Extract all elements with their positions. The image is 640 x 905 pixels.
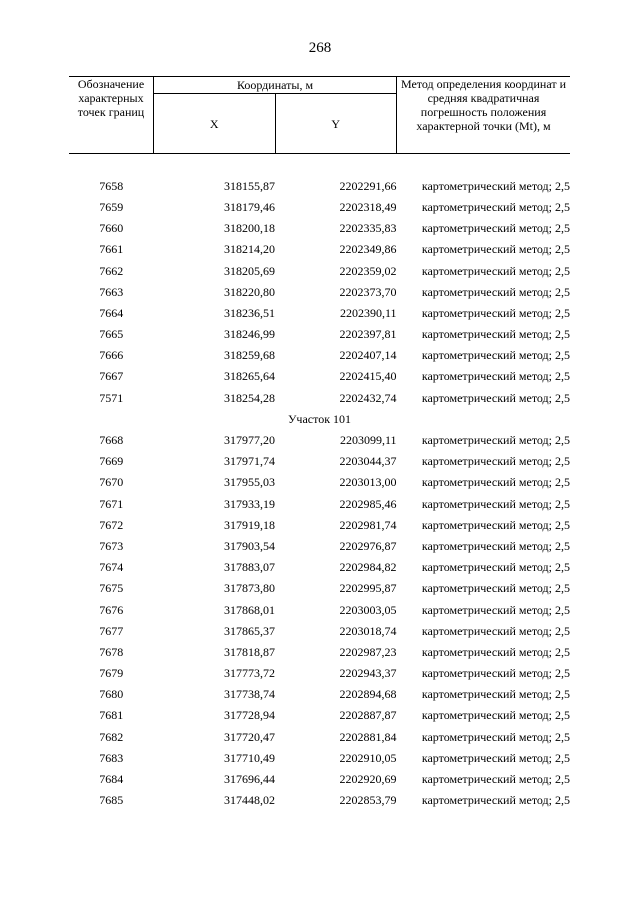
table-row: [69, 790, 570, 811]
cell-x-coordinate: 318205,69: [224, 263, 275, 278]
cell-method: картометрический метод; 2,5: [421, 369, 570, 384]
header-spacer: [69, 154, 570, 176]
cell-x-coordinate: 317696,44: [224, 772, 275, 787]
cell-method: картометрический метод; 2,5: [421, 178, 570, 193]
cell-method: картометрический метод; 2,5: [421, 666, 570, 681]
cell-y-coordinate: 2202407,14: [339, 348, 397, 363]
cell-method: картометрический метод; 2,5: [421, 602, 570, 617]
cell-point-number: 7680: [99, 687, 124, 702]
cell-point-number: 7662: [99, 263, 124, 278]
cell-method: картометрический метод; 2,5: [421, 284, 570, 299]
table-row: [69, 557, 570, 578]
header-method-label: Метод определения координат и средняя квадратичная погрешность положения характерной точки (Mt), м: [397, 77, 571, 154]
cell-method: картометрический метод; 2,5: [421, 538, 570, 553]
cell-point-number: 7670: [99, 475, 124, 490]
cell-x-coordinate: 318236,51: [224, 305, 275, 320]
table-row: [69, 175, 570, 196]
cell-x-coordinate: 317818,87: [224, 644, 275, 659]
cell-method: картометрический метод; 2,5: [421, 263, 570, 278]
cell-point-number: 7666: [99, 348, 124, 363]
cell-point-number: 7659: [99, 199, 124, 214]
cell-method: картометрический метод; 2,5: [421, 221, 570, 236]
cell-y-coordinate: 2202335,83: [339, 221, 397, 236]
table-row: [69, 218, 570, 239]
table-row: [69, 387, 570, 408]
cell-method: картометрический метод; 2,5: [421, 475, 570, 490]
table-row: [69, 451, 570, 472]
cell-y-coordinate: 2202943,37: [339, 666, 397, 681]
cell-point-number: 7677: [99, 623, 124, 638]
table-row: [69, 663, 570, 684]
table-row: [69, 578, 570, 599]
table-row: [69, 324, 570, 345]
cell-x-coordinate: 318265,64: [224, 369, 275, 384]
page-number: 268: [308, 40, 332, 56]
cell-y-coordinate: 2202359,02: [339, 263, 397, 278]
cell-method: картометрический метод; 2,5: [421, 454, 570, 469]
cell-y-coordinate: 2202981,74: [339, 517, 397, 532]
table-row: [69, 768, 570, 789]
cell-point-number: 7671: [99, 496, 124, 511]
cell-point-number: 7669: [99, 454, 124, 469]
cell-method: картометрический метод; 2,5: [421, 242, 570, 257]
cell-x-coordinate: 317868,01: [224, 602, 275, 617]
cell-point-number: 7664: [99, 305, 124, 320]
cell-x-coordinate: 317448,02: [224, 793, 275, 808]
cell-x-coordinate: 317955,03: [224, 475, 275, 490]
cell-y-coordinate: 2202853,79: [339, 793, 397, 808]
cell-method: картометрический метод; 2,5: [421, 348, 570, 363]
cell-y-coordinate: 2202390,11: [339, 305, 397, 320]
cell-x-coordinate: 318155,87: [224, 178, 275, 193]
table-row: [69, 684, 570, 705]
cell-y-coordinate: 2202349,86: [339, 242, 397, 257]
cell-y-coordinate: 2203003,05: [339, 602, 397, 617]
cell-point-number: 7660: [99, 221, 124, 236]
table-row: [69, 535, 570, 556]
cell-y-coordinate: 2202291,66: [339, 178, 397, 193]
cell-y-coordinate: 2203099,11: [339, 433, 397, 448]
cell-point-number: 7672: [99, 517, 124, 532]
table-row: [69, 281, 570, 302]
cell-y-coordinate: 2202976,87: [339, 538, 397, 553]
cell-x-coordinate: 317865,37: [224, 623, 275, 638]
table-row: [69, 641, 570, 662]
cell-x-coordinate: 318179,46: [224, 199, 275, 214]
table-row: [69, 747, 570, 768]
table-row: [69, 239, 570, 260]
cell-method: картометрический метод; 2,5: [421, 793, 570, 808]
cell-x-coordinate: 317933,19: [224, 496, 275, 511]
cell-y-coordinate: 2202415,40: [339, 369, 397, 384]
cell-x-coordinate: 317773,72: [224, 666, 275, 681]
header-row-top: [69, 77, 570, 94]
table-row: [69, 726, 570, 747]
cell-y-coordinate: 2202881,84: [339, 729, 397, 744]
section-title: Участок 101: [287, 411, 352, 426]
cell-y-coordinate: 2202894,68: [339, 687, 397, 702]
header-x-label: X: [154, 94, 276, 154]
cell-x-coordinate: 317977,20: [224, 433, 275, 448]
cell-method: картометрический метод; 2,5: [421, 327, 570, 342]
cell-method: картометрический метод; 2,5: [421, 729, 570, 744]
table-row: [69, 705, 570, 726]
cell-x-coordinate: 318214,20: [224, 242, 275, 257]
header-y-label: Y: [275, 94, 397, 154]
table-row: [69, 514, 570, 535]
table-row: [69, 493, 570, 514]
cell-x-coordinate: 317919,18: [224, 517, 275, 532]
cell-point-number: 7685: [99, 793, 124, 808]
cell-y-coordinate: 2202995,87: [339, 581, 397, 596]
table-row: [69, 302, 570, 323]
cell-y-coordinate: 2202985,46: [339, 496, 397, 511]
cell-y-coordinate: 2203018,74: [339, 623, 397, 638]
cell-point-number: 7674: [99, 560, 124, 575]
cell-point-number: 7658: [99, 178, 124, 193]
table-row: [69, 472, 570, 493]
cell-point-number: 7661: [99, 242, 124, 257]
coordinates-table: [69, 76, 570, 811]
cell-method: картометрический метод; 2,5: [421, 687, 570, 702]
table-row: [69, 196, 570, 217]
cell-x-coordinate: 317971,74: [224, 454, 275, 469]
cell-point-number: 7678: [99, 644, 124, 659]
cell-point-number: 7673: [99, 538, 124, 553]
cell-method: картометрический метод; 2,5: [421, 772, 570, 787]
cell-x-coordinate: 318200,18: [224, 221, 275, 236]
cell-point-number: 7683: [99, 750, 124, 765]
cell-method: картометрический метод; 2,5: [421, 390, 570, 405]
cell-y-coordinate: 2202920,69: [339, 772, 397, 787]
cell-point-number: 7675: [99, 581, 124, 596]
cell-point-number: 7665: [99, 327, 124, 342]
cell-y-coordinate: 2202373,70: [339, 284, 397, 299]
cell-method: картометрический метод; 2,5: [421, 560, 570, 575]
cell-x-coordinate: 317883,07: [224, 560, 275, 575]
table-row: [69, 260, 570, 281]
cell-method: картометрический метод; 2,5: [421, 581, 570, 596]
table-header: [69, 77, 570, 154]
cell-x-coordinate: 317720,47: [224, 729, 275, 744]
table-row: [69, 429, 570, 450]
cell-y-coordinate: 2202987,23: [339, 644, 397, 659]
cell-x-coordinate: 318220,80: [224, 284, 275, 299]
cell-x-coordinate: 318254,28: [224, 390, 275, 405]
table-body: [69, 154, 570, 811]
cell-method: картометрический метод; 2,5: [421, 517, 570, 532]
cell-point-number: 7668: [99, 433, 124, 448]
cell-y-coordinate: 2202318,49: [339, 199, 397, 214]
cell-y-coordinate: 2203044,37: [339, 454, 397, 469]
cell-method: картометрический метод; 2,5: [421, 708, 570, 723]
cell-point-number: 7663: [99, 284, 124, 299]
cell-method: картометрический метод; 2,5: [421, 623, 570, 638]
cell-x-coordinate: 317710,49: [224, 750, 275, 765]
cell-point-number: 7667: [99, 369, 124, 384]
section-row: [69, 408, 570, 429]
cell-y-coordinate: 2202397,81: [339, 327, 397, 342]
cell-method: картометрический метод; 2,5: [421, 644, 570, 659]
cell-x-coordinate: 317738,74: [224, 687, 275, 702]
table-row: [69, 599, 570, 620]
cell-method: картометрический метод; 2,5: [421, 750, 570, 765]
cell-x-coordinate: 317728,94: [224, 708, 275, 723]
cell-x-coordinate: 318246,99: [224, 327, 275, 342]
table-row: [69, 620, 570, 641]
cell-y-coordinate: 2202984,82: [339, 560, 397, 575]
cell-point-number: 7571: [99, 390, 124, 405]
cell-point-number: 7676: [99, 602, 124, 617]
cell-point-number: 7679: [99, 666, 124, 681]
table-row: [69, 366, 570, 387]
header-point-label: Обозначение характерных точек границ: [69, 77, 154, 154]
cell-x-coordinate: 318259,68: [224, 348, 275, 363]
cell-y-coordinate: 2202432,74: [339, 390, 397, 405]
cell-method: картометрический метод; 2,5: [421, 496, 570, 511]
cell-y-coordinate: 2202887,87: [339, 708, 397, 723]
cell-y-coordinate: 2203013,00: [339, 475, 397, 490]
cell-method: картометрический метод; 2,5: [421, 305, 570, 320]
header-coords-label: Координаты, м: [154, 77, 397, 94]
cell-point-number: 7684: [99, 772, 124, 787]
cell-point-number: 7681: [99, 708, 124, 723]
cell-method: картометрический метод; 2,5: [421, 199, 570, 214]
table-row: [69, 345, 570, 366]
cell-y-coordinate: 2202910,05: [339, 750, 397, 765]
cell-x-coordinate: 317873,80: [224, 581, 275, 596]
cell-point-number: 7682: [99, 729, 124, 744]
cell-method: картометрический метод; 2,5: [421, 433, 570, 448]
cell-x-coordinate: 317903,54: [224, 538, 275, 553]
